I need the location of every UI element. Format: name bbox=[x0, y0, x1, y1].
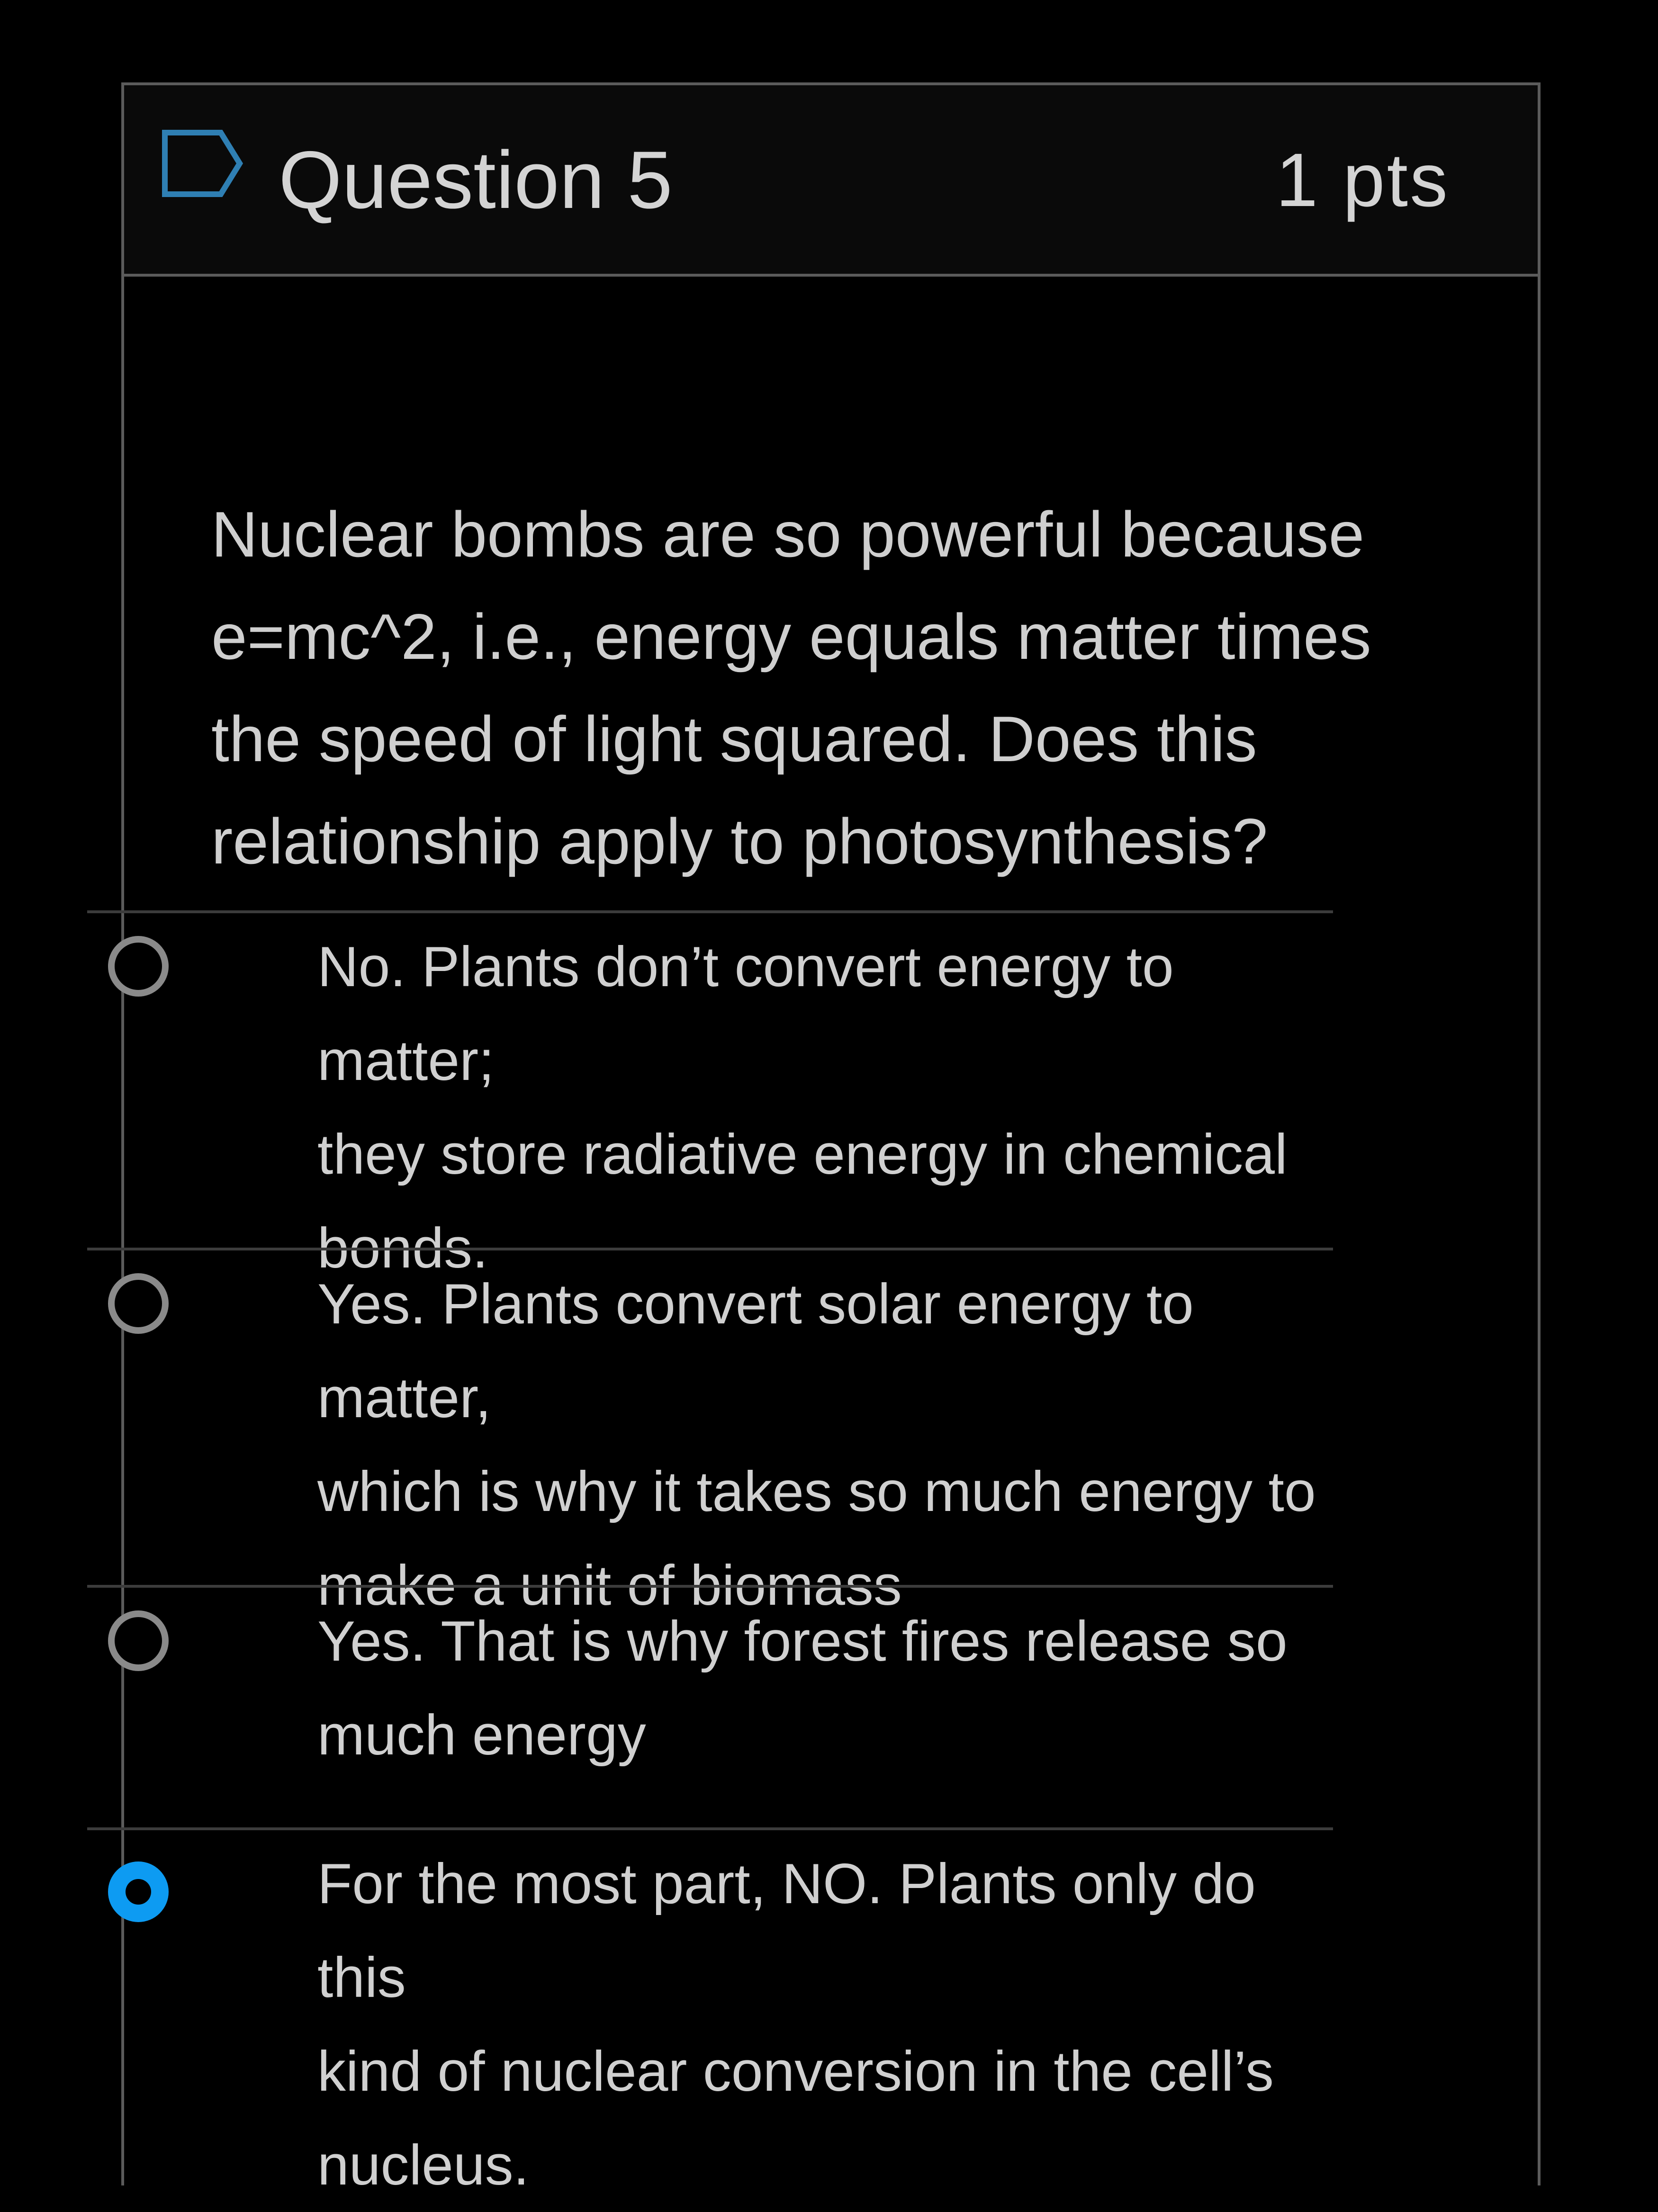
answer-radio-1[interactable] bbox=[108, 936, 169, 997]
question-header bbox=[124, 85, 1538, 277]
answer-radio-2[interactable] bbox=[108, 1273, 169, 1334]
answer-list bbox=[87, 910, 1333, 2197]
answer-label-2[interactable]: Yes. Plants convert solar energy to matter, which is why it takes so much energy to make a unit of biomass bbox=[317, 1272, 1316, 1617]
answer-radio-3[interactable] bbox=[108, 1610, 169, 1671]
answer-option-4[interactable] bbox=[87, 1827, 1333, 2197]
question-title: Question 5 bbox=[279, 135, 673, 225]
flag-question-icon[interactable] bbox=[160, 128, 245, 199]
answer-option-2[interactable] bbox=[87, 1248, 1333, 1617]
question-text: Nuclear bombs are so powerful because e=mc^2, i.e., energy equals matter times the speed of light squared. Does this relationship apply to photosynthesis? bbox=[211, 498, 1371, 877]
answer-option-1[interactable] bbox=[87, 910, 1333, 1280]
answer-label-3[interactable]: Yes. That is why forest fires release so much energy bbox=[317, 1610, 1288, 1767]
answer-label-1[interactable]: No. Plants don’t convert energy to matter; they store radiative energy in chemical bonds. bbox=[317, 935, 1288, 1280]
answer-option-3[interactable] bbox=[87, 1585, 1333, 1827]
answer-label-4[interactable]: For the most part, NO. Plants only do this kind of nuclear conversion in the cell’s nucleus. bbox=[317, 1852, 1274, 2197]
answer-radio-4-selected[interactable] bbox=[108, 1861, 169, 1922]
question-points: 1 pts bbox=[1276, 137, 1450, 222]
